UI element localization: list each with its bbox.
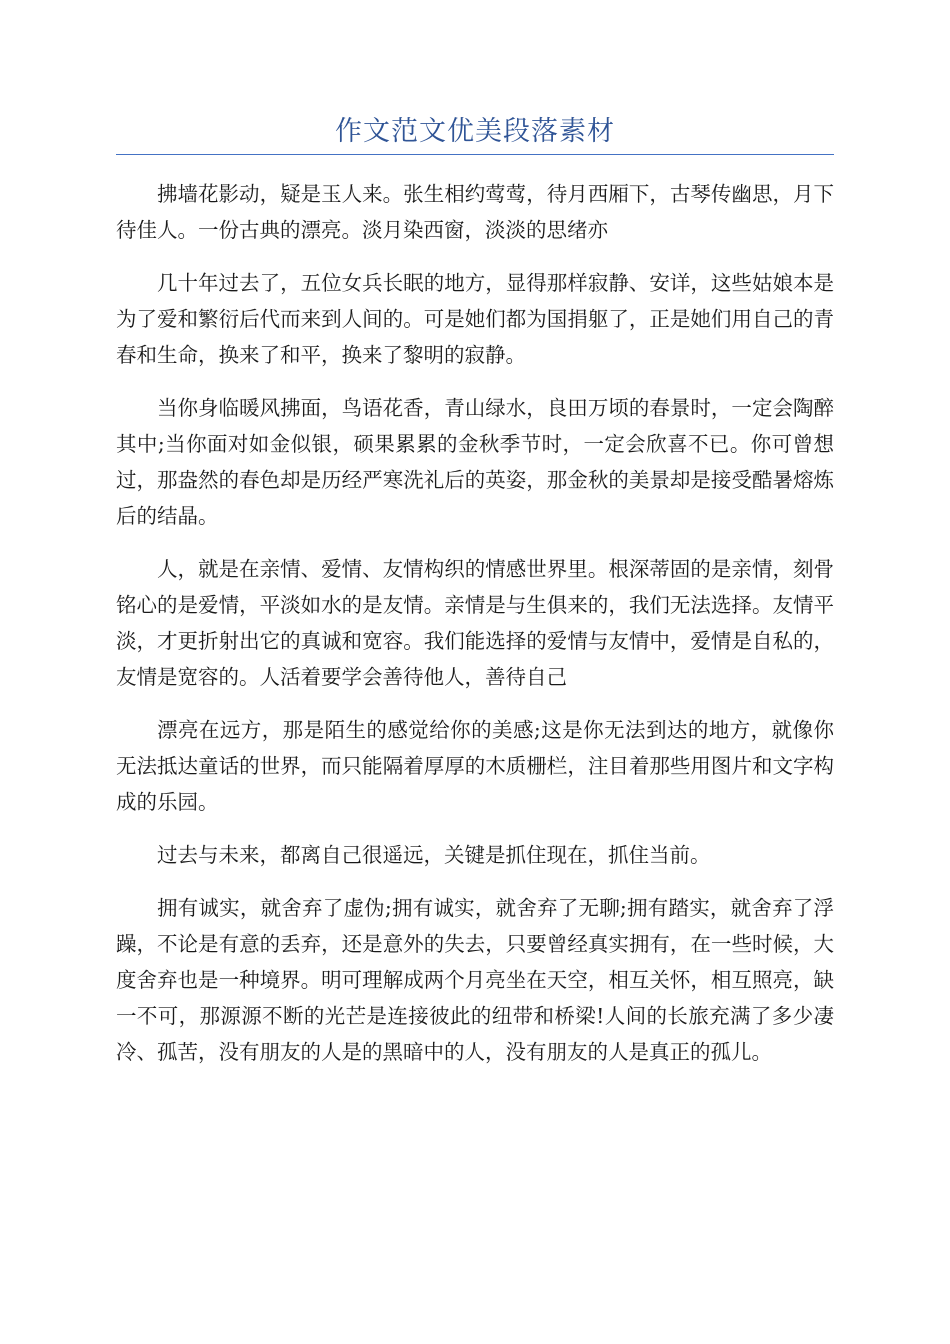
paragraph-4: 人，就是在亲情、爱情、友情构织的情感世界里。根深蒂固的是亲情，刻骨铭心的是爱情，平淡如水的是友情。亲情是与生俱来的，我们无法选择。友情平淡，才更折射出它的真诚和宽容。我们能选择的爱情与友情中，爱情是自私的，友情是宽容的。人活着要学会善待他人，善待自己 (116, 557, 834, 689)
paragraph-5: 漂亮在远方，那是陌生的感觉给你的美感;这是你无法到达的地方，就像你无法抵达童话的世界，而只能隔着厚厚的木质栅栏，注目着那些用图片和文字构成的乐园。 (116, 718, 834, 814)
document-body (116, 176, 834, 1087)
page-title: 作文范文优美段落素材 (335, 116, 615, 147)
paragraph-7: 拥有诚实，就舍弃了虚伪;拥有诚实，就舍弃了无聊;拥有踏实，就舍弃了浮躁，不论是有意的丢弃，还是意外的失去，只要曾经真实拥有，在一些时候，大度舍弃也是一种境界。明可理解成两个月亮坐在天空，相互关怀，相互照亮，缺一不可，那源源不断的光芒是连接彼此的纽带和桥梁!人间的长旅充满了多少凄冷、孤苦，没有朋友的人是的黑暗中的人，没有朋友的人是真正的孤儿。 (116, 896, 834, 1064)
paragraph-6: 过去与未来，都离自己很遥远，关键是抓住现在，抓住当前。 (157, 843, 711, 867)
paragraph-3: 当你身临暖风拂面，鸟语花香，青山绿水，良田万顷的春景时，一定会陶醉其中;当你面对如金似银，硕果累累的金秋季节时，一定会欣喜不已。你可曾想过，那盎然的春色却是历经严寒洗礼后的英姿，那金秋的美景却是接受酷暑熔炼后的结晶。 (116, 396, 834, 528)
paragraph-1: 拂墙花影动，疑是玉人来。张生相约莺莺，待月西厢下，古琴传幽思，月下待佳人。一份古典的漂亮。淡月染西窗，淡淡的思绪亦 (116, 182, 834, 242)
paragraph-2: 几十年过去了，五位女兵长眠的地方，显得那样寂静、安详，这些姑娘本是为了爱和繁衍后代而来到人间的。可是她们都为国捐躯了，正是她们用自己的青春和生命，换来了和平，换来了黎明的寂静。 (116, 271, 834, 367)
title-underline (116, 154, 834, 155)
